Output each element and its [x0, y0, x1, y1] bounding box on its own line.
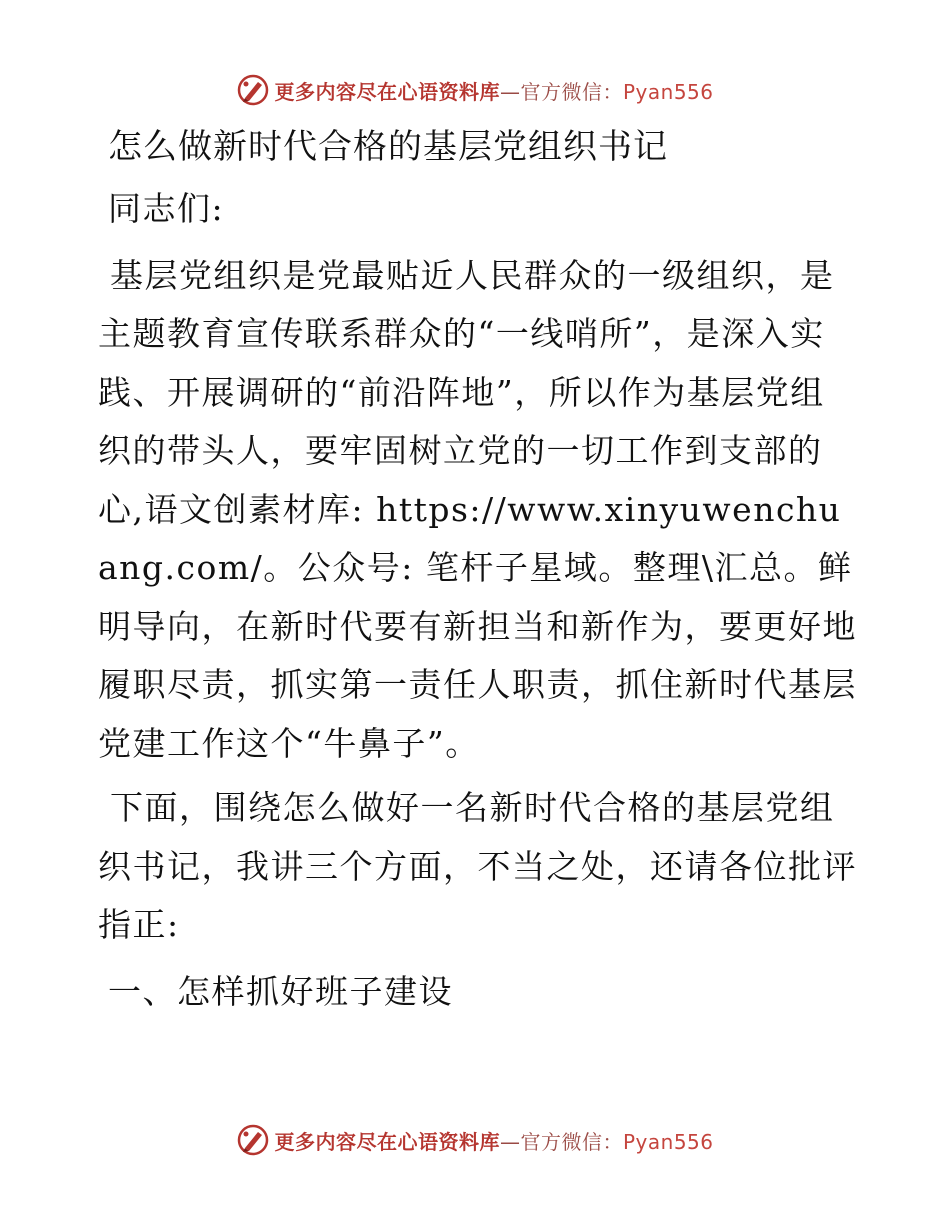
pen-logo-icon: [236, 1123, 270, 1157]
document-title: 怎么做新时代合格的基层党组织书记: [108, 127, 668, 167]
header-banner: [0, 70, 950, 110]
footer-wechat-label: 官方微信：: [520, 1129, 623, 1154]
banner-wechat-label: 官方微信：: [520, 79, 623, 104]
banner-dash: —: [499, 79, 521, 104]
paragraph-intro: 基层党组织是党最贴近人民群众的一级组织，是主题教育宣传联系群众的“一线哨所”，是深入实践、开展调研的“前沿阵地”，所以作为基层党组织的带头人，要牢固树立党的一切工作到支部的心,语文创素材库: https://www.xinyuwenchuang.com/。公众号: 笔杆子星域。整理\汇总。鲜明导向，在新时代要有新担当和新作为，要更好地履职尽责，抓实第一责任人职责，抓住新时代基层党建工作这个“牛鼻子”。: [98, 255, 857, 763]
footer-main-text: 更多内容尽在心语资料库: [274, 1129, 500, 1154]
banner-wechat-id: Pyan556: [622, 79, 714, 104]
document-body: [98, 118, 858, 1054]
pen-logo-icon: [236, 73, 270, 107]
paragraph-outline: 下面，围绕怎么做好一名新时代合格的基层党组织书记，我讲三个方面，不当之处，还请各位批评指正:: [98, 788, 857, 944]
banner-main-text: 更多内容尽在心语资料库: [274, 79, 500, 104]
footer-banner-text: [274, 1126, 713, 1155]
footer-wechat-id: Pyan556: [622, 1129, 714, 1154]
footer-dash: —: [499, 1129, 521, 1154]
banner-content: [236, 73, 713, 107]
banner-text: [274, 76, 713, 105]
section-heading-1: 一、怎样抓好班子建设: [108, 971, 453, 1011]
greeting: 同志们:: [108, 189, 225, 228]
footer-banner-content: [236, 1123, 713, 1157]
footer-banner: [0, 1120, 950, 1160]
